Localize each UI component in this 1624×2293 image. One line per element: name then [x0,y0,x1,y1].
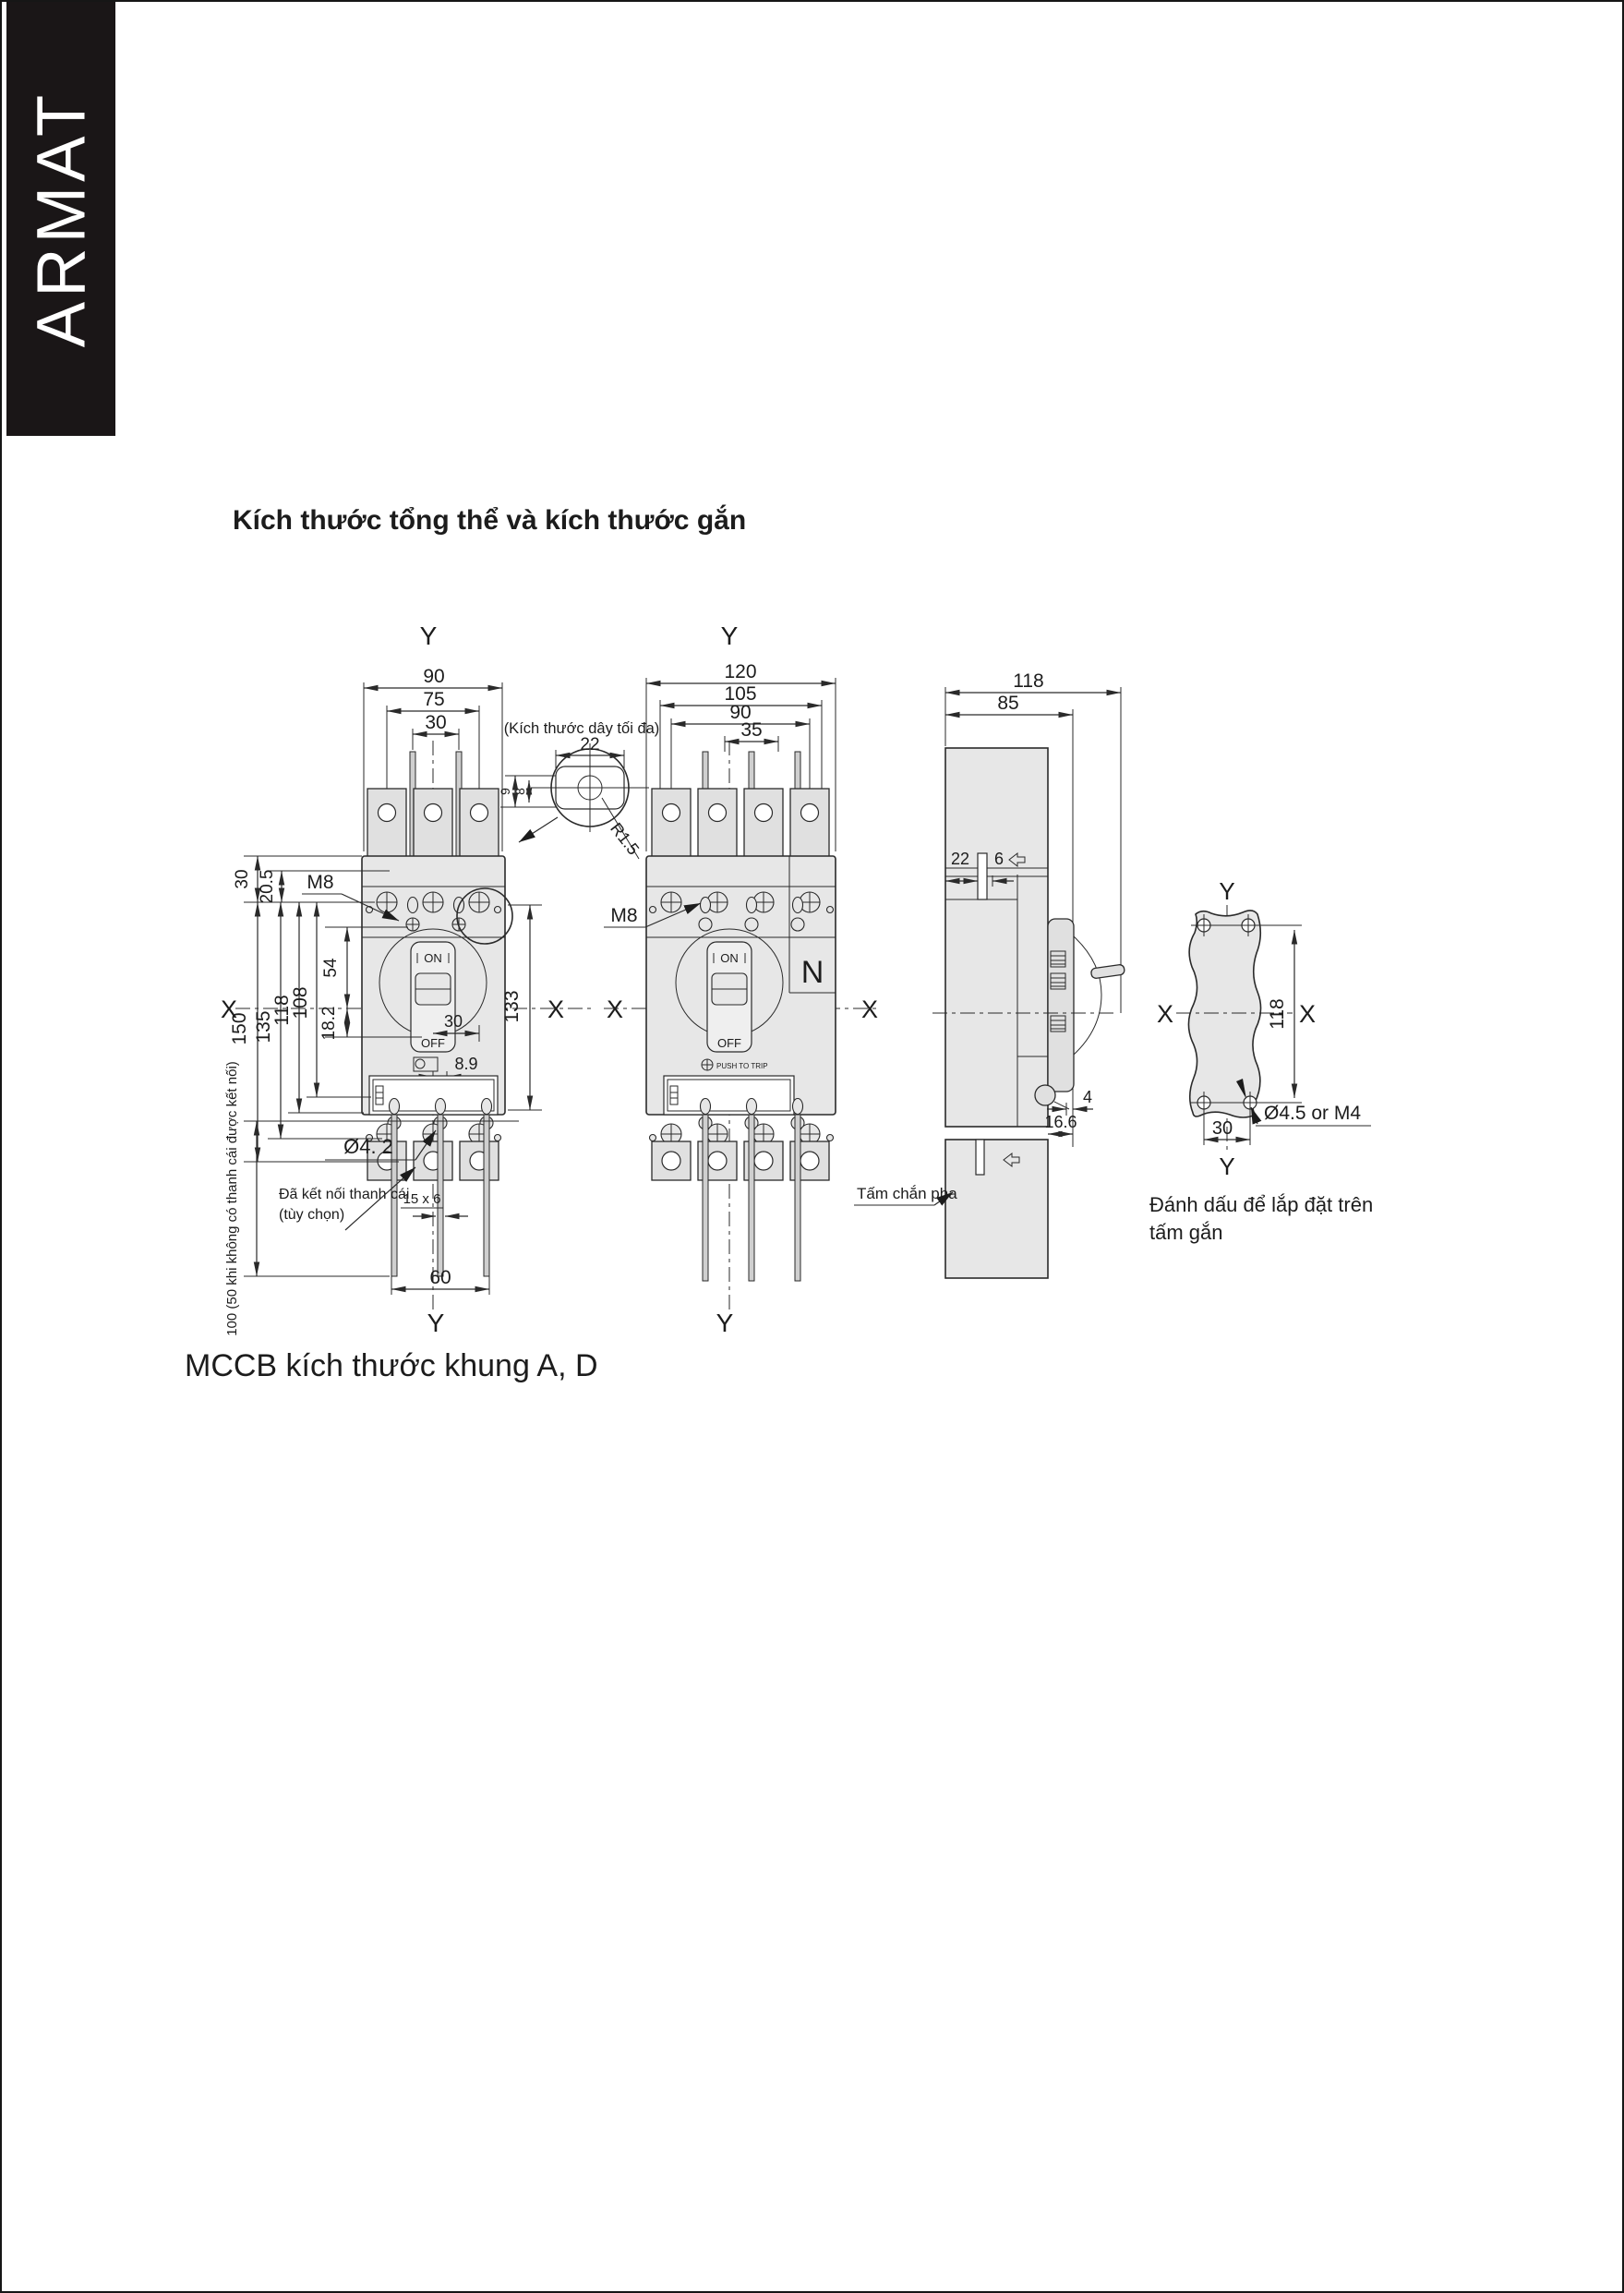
busbar [703,1115,708,1281]
hole-spec-label: Ø4.5 or M4 [1264,1103,1362,1124]
mounting-foot-edge [1054,1102,1069,1109]
axis-x-right-label: X [1298,1000,1317,1028]
dim-16-6: 16.6 [1044,1113,1077,1131]
dim-54: 54 [321,958,341,978]
axis-y-bottom-label: Y [716,1309,734,1337]
busbar [795,1115,800,1281]
axis-x-left-label: X [220,996,238,1023]
dim-4: 4 [1082,1088,1093,1106]
dim-90: 90 [729,702,752,723]
dim-90: 90 [423,666,445,687]
mounting-foot [1035,1085,1055,1105]
height-note: 100 (50 khi không có thanh cái được kết nối) [224,1061,240,1336]
escutcheon-arc [1074,936,1101,1055]
wire-size-detail [498,720,659,859]
view2-mounting-tabs [652,789,829,857]
axis-y-bottom-label: Y [427,1309,445,1337]
m8-label: M8 [610,905,638,926]
dim-30-left: 30 [233,869,252,889]
busbar-note-line2: (tùy chọn) [279,1207,345,1223]
phase-barrier [945,1140,1048,1278]
dim-118: 118 [1013,670,1044,692]
neutral-label: N [800,955,824,990]
view1-mounting-tabs [367,789,499,857]
dim-60: 60 [429,1267,451,1288]
dim-20-5: 20.5 [258,869,277,904]
dim-118: 118 [271,995,293,1026]
barrier-slot [976,1140,984,1175]
escutcheon [1048,919,1074,1092]
dim-6: 6 [993,850,1004,868]
dim-8-9: 8.9 [454,1055,478,1073]
marking-note-line2: tấm gắn [1149,1221,1223,1244]
brand-logo: ARMAT [22,90,100,348]
dim-150: 150 [229,1012,250,1045]
axis-x-left-label: X [606,996,624,1023]
dim-118: 118 [1267,998,1288,1030]
on-label: ON [424,951,442,965]
plate-outline [1188,911,1260,1117]
view2-mounting-tabs-bottom [652,1141,829,1180]
on-label: ON [720,951,739,965]
figure-caption: MCCB kích thước khung A, D [185,1348,598,1383]
dim-120: 120 [724,661,757,682]
view4-mounting-plate [1149,877,1373,1244]
slot [978,853,987,899]
dim-85: 85 [997,693,1019,714]
axis-y-top-label: Y [720,622,739,650]
view1-rating-plate [369,1076,498,1115]
dim-133: 133 [501,990,523,1023]
dim-30-top: 30 [425,712,447,733]
dim-108: 108 [290,986,311,1020]
axis-x-right-label: X [547,996,565,1023]
detail-leader [519,817,558,842]
view3-body [945,748,1048,1127]
dim-22: 22 [950,850,970,868]
page-title: Kích thước tổng thể và kích thước gắn [233,505,747,536]
marking-note-line1: Đánh dấu để lắp đặt trên [1149,1193,1374,1216]
busbar [749,1115,754,1281]
dim-105: 105 [724,683,757,705]
hole-dia-label: Ø4. 2 [343,1135,393,1158]
dim-15x6: 15 x 6 [403,1191,441,1207]
dim-30: 30 [1211,1118,1233,1139]
busbar-note-line1: Đã kết nối thanh cái [279,1187,410,1202]
axis-y-top-label: Y [1219,877,1235,905]
off-label: OFF [421,1036,445,1050]
view3-side [854,670,1125,1278]
axis-y-top-label: Y [419,622,438,650]
dim-75: 75 [423,689,445,710]
view2-rating-plate [664,1076,794,1115]
axis-x-right-label: X [860,996,879,1023]
busbar [484,1115,489,1276]
m8-label: M8 [307,872,334,893]
dim-9: 9 [498,788,512,795]
technical-drawing [2,2,1624,2293]
axis-x-left-label: X [1156,1000,1174,1028]
radius-label: R1.5 [607,819,644,859]
phase-barrier-label: Tấm chắn pha [857,1185,957,1202]
dim-22: 22 [580,735,600,754]
off-label: OFF [717,1036,741,1050]
axis-y-bottom-label: Y [1219,1153,1235,1180]
dim-18-2: 18.2 [319,1006,339,1041]
dim-30-face: 30 [443,1012,463,1031]
dim-35: 35 [740,719,763,741]
dim-8: 8 [512,788,527,795]
wire-detail-caption: (Kích thước dây tối đa) [503,720,660,737]
dim-135: 135 [253,1010,274,1044]
push-to-trip-label: PUSH TO TRIP [716,1062,768,1070]
